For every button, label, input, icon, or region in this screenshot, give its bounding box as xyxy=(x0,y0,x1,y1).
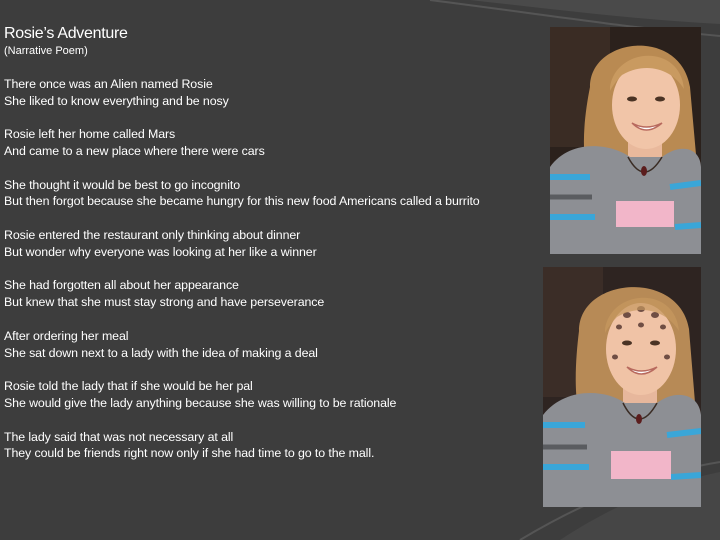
poem-line: Rosie entered the restaurant only thinking about dinner xyxy=(4,227,301,242)
stanza xyxy=(4,76,544,110)
poem-line: But then forgot because she became hungry for this new food Americans called a burrito xyxy=(4,194,480,209)
photo-woman-top xyxy=(550,27,701,254)
poem-text-block xyxy=(4,24,544,462)
slide-subtitle: (Narrative Poem) xyxy=(4,45,88,57)
slide-title: Rosie’s Adventure xyxy=(4,25,128,42)
stanza xyxy=(4,378,544,412)
stanza xyxy=(4,429,544,463)
poem-line: But wonder why everyone was looking at her like a winner xyxy=(4,244,317,259)
stanza xyxy=(4,126,544,160)
poem-line: But knew that she must stay strong and have perseverance xyxy=(4,295,325,310)
poem-line: There once was an Alien named Rosie xyxy=(4,76,213,91)
poem-line: And came to a new place where there were cars xyxy=(4,143,265,158)
poem-line: She liked to know everything and be nosy xyxy=(4,93,229,108)
poem-line: She would give the lady anything because she was willing to be rationale xyxy=(4,395,397,410)
poem-line: Rosie told the lady that if she would be her pal xyxy=(4,379,253,394)
poem-line: Rosie left her home called Mars xyxy=(4,127,176,142)
stanza xyxy=(4,328,544,362)
poem-line: The lady said that was not necessary at all xyxy=(4,429,234,444)
stanza xyxy=(4,177,544,211)
stanza xyxy=(4,277,544,311)
poem-line: She thought it would be best to go incognito xyxy=(4,177,241,192)
stanza xyxy=(4,227,544,261)
poem-line: She had forgotten all about her appearance xyxy=(4,278,239,293)
photo-woman-alien-bottom xyxy=(543,267,701,507)
poem-line: After ordering her meal xyxy=(4,328,129,343)
poem-line: They could be friends right now only if she had time to go to the mall. xyxy=(4,446,375,461)
poem-line: She sat down next to a lady with the idea of making a deal xyxy=(4,345,318,360)
